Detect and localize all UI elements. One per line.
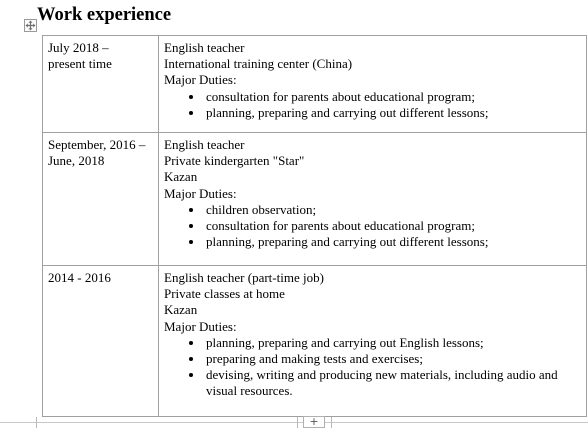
job-date-cell[interactable] bbox=[43, 36, 159, 133]
guide-line bbox=[0, 422, 588, 423]
job-details-cell[interactable] bbox=[159, 133, 587, 266]
guide-mark bbox=[331, 417, 332, 428]
table-row bbox=[43, 266, 587, 417]
job-title: English teacher bbox=[164, 137, 245, 152]
job-details-cell[interactable] bbox=[159, 36, 587, 133]
duties-list bbox=[164, 202, 582, 251]
date-line: June, 2018 bbox=[48, 153, 105, 169]
move-arrows-icon bbox=[25, 20, 36, 31]
employer: Private kindergarten "Star" bbox=[164, 153, 305, 169]
duties-list bbox=[164, 335, 582, 400]
date-line: present time bbox=[48, 56, 112, 72]
duty-item: • children observation; bbox=[204, 202, 582, 218]
job-details-cell[interactable] bbox=[159, 266, 587, 417]
duties-label: Major Duties: bbox=[164, 318, 237, 334]
duty-item: • planning, preparing and carrying out English lessons; bbox=[204, 335, 582, 351]
date-line: September, 2016 – bbox=[48, 137, 146, 152]
duty-item: • planning, preparing and carrying out different lessons; bbox=[204, 105, 582, 121]
table-move-handle[interactable] bbox=[24, 19, 37, 32]
table-row bbox=[43, 36, 587, 133]
employer: International training center (China) bbox=[164, 56, 353, 72]
job-title: English teacher (part-time job) bbox=[164, 270, 324, 285]
duty-item: • consultation for parents about educational program; bbox=[204, 89, 582, 105]
guide-mark bbox=[297, 417, 298, 428]
job-date-cell[interactable] bbox=[43, 133, 159, 266]
duties-label: Major Duties: bbox=[164, 185, 237, 201]
table-row bbox=[43, 133, 587, 266]
plus-icon: + bbox=[309, 415, 319, 428]
duty-item: • consultation for parents about educational program; bbox=[204, 218, 582, 234]
job-title: English teacher bbox=[164, 40, 245, 55]
table-bottom-guide bbox=[0, 416, 588, 429]
date-line: July 2018 – bbox=[48, 40, 109, 55]
guide-mark bbox=[36, 417, 37, 428]
duty-item: • planning, preparing and carrying out different lessons; bbox=[204, 234, 582, 250]
location: Kazan bbox=[164, 169, 198, 185]
employer: Private classes at home bbox=[164, 286, 285, 302]
duty-item: • preparing and making tests and exercises; bbox=[204, 351, 582, 367]
duty-item: • devising, writing and producing new materials, including audio and visual resources. bbox=[204, 367, 582, 399]
job-date-cell[interactable] bbox=[43, 266, 159, 417]
work-experience-table bbox=[42, 35, 587, 417]
location: Kazan bbox=[164, 302, 198, 318]
duties-list bbox=[164, 89, 582, 121]
add-row-button[interactable] bbox=[303, 416, 325, 428]
section-heading: Work experience bbox=[37, 5, 172, 25]
duties-label: Major Duties: bbox=[164, 72, 237, 88]
date-line: 2014 - 2016 bbox=[48, 270, 111, 285]
